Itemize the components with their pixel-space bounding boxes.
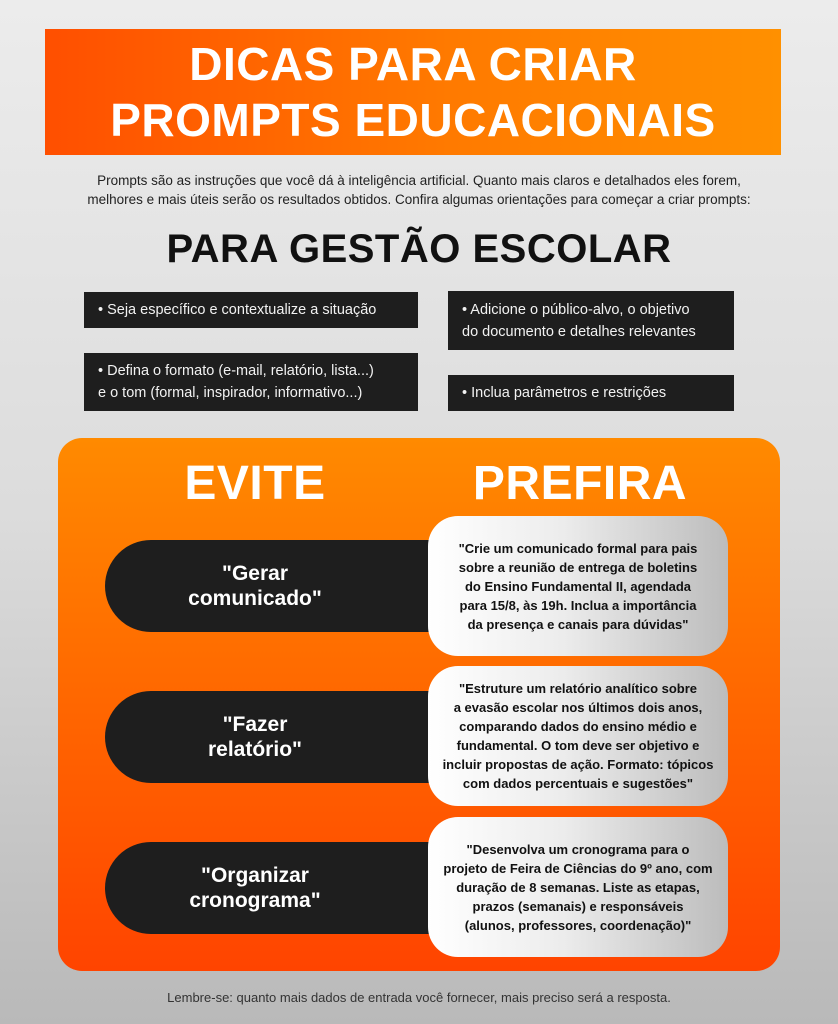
intro-line-2: melhores e mais úteis serão os resultados obtidos. Confira algumas orientações para começar a criar prompts: [87,192,751,207]
avoid-line: relatório" [208,738,302,761]
intro-line-1: Prompts são as instruções que você dá à inteligência artificial. Quanto mais claros e detalhados eles forem, [97,173,741,188]
prefer-line: do Ensino Fundamental II, agendada [464,578,692,594]
tip-card-audience [448,291,734,350]
title-line-1: DICAS PARA CRIAR [189,38,637,90]
prefer-line: "Desenvolva um cronograma para o [466,841,690,857]
prefer-card-communicate [428,516,728,656]
prefer-line: com dados percentuais e sugestões" [462,776,694,791]
prefer-line: incluir propostas de ação. Formato: tópicos [442,757,714,772]
prefer-line: prazos (semanais) e responsáveis [472,898,684,914]
prefer-heading: PREFIRA [472,457,688,510]
prefer-line: projeto de Feira de Ciências do 9º ano, com [443,860,713,876]
tip-line: • Inclua parâmetros e restrições [462,385,667,401]
intro-text [40,171,798,209]
title-line-2: PROMPTS EDUCACIONAIS [110,94,716,146]
prefer-line: da presença e canais para dúvidas" [467,616,689,632]
prefer-line: comparando dados do ensino médio e [459,719,697,734]
avoid-pill-communicate [105,540,465,632]
prefer-line: (alunos, professores, coordenação)" [464,917,692,933]
tip-line: • Defina o formato (e-mail, relatório, lista...) [98,363,374,379]
prefer-line: para 15/8, às 19h. Inclua a importância [459,597,697,613]
avoid-heading: EVITE [184,457,326,510]
title-banner [45,29,781,155]
section-title: PARA GESTÃO ESCOLAR [166,227,672,271]
tip-line: • Adicione o público-alvo, o objetivo [462,301,690,318]
avoid-line: "Fazer [222,713,288,736]
tip-card-format [84,353,418,411]
tip-line: do documento e detalhes relevantes [462,323,696,340]
prefer-line: duração de 8 semanas. Liste as etapas, [456,879,700,895]
avoid-pill-report [105,691,465,783]
tip-card-parameters [448,375,734,411]
avoid-pill-schedule [105,842,465,934]
tip-line: • Seja específico e contextualize a situação [98,302,377,318]
avoid-line: comunicado" [188,587,322,610]
prefer-line: a evasão escolar nos últimos dois anos, [453,700,703,715]
footer-note: Lembre-se: quanto mais dados de entrada você fornecer, mais preciso será a resposta. [167,990,671,1005]
prefer-line: "Crie um comunicado formal para pais [458,540,698,556]
tip-line: e o tom (formal, inspirador, informativo...) [98,385,363,401]
prefer-line: "Estruture um relatório analítico sobre [458,681,698,696]
prefer-line: sobre a reunião de entrega de boletins [458,559,698,575]
avoid-line: "Organizar [201,864,309,887]
avoid-line: cronograma" [189,889,321,912]
tip-card-specific [84,292,418,328]
prefer-card-schedule [428,817,728,957]
prefer-card-report [428,666,728,806]
avoid-line: "Gerar [222,562,288,585]
prefer-line: fundamental. O tom deve ser objetivo e [456,738,700,753]
